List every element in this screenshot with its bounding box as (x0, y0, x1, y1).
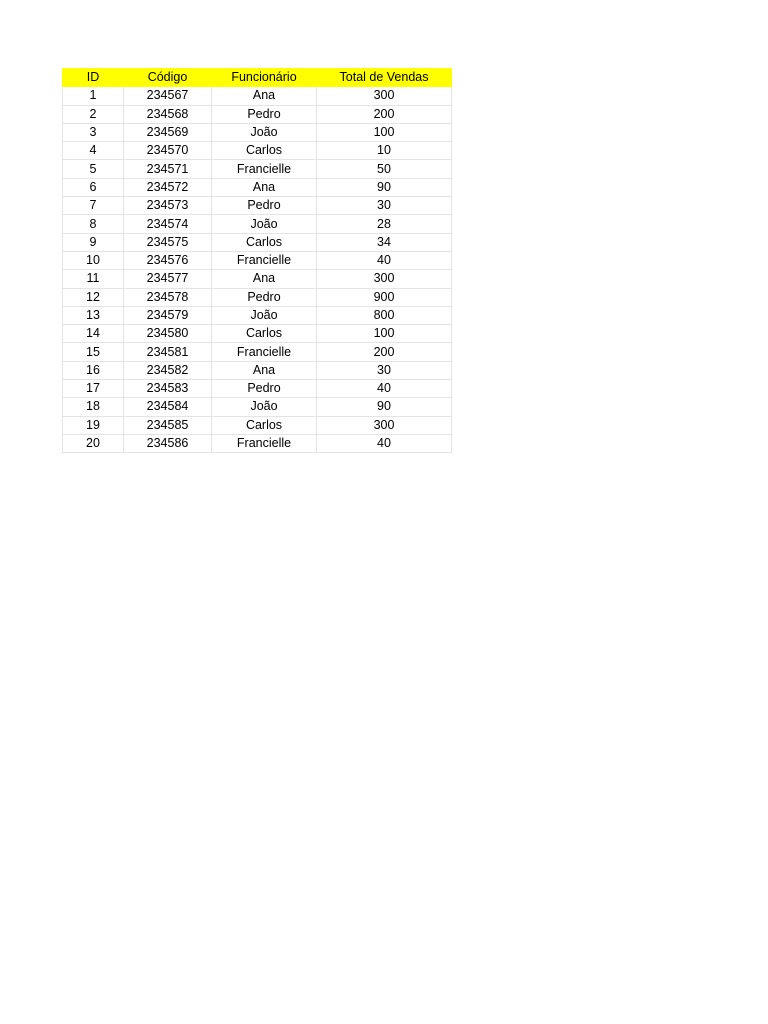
cell-employee: Pedro (212, 380, 317, 398)
cell-id: 1 (63, 87, 124, 105)
table-row (63, 343, 452, 361)
cell-employee: Carlos (212, 416, 317, 434)
cell-code: 234584 (124, 398, 212, 416)
cell-id: 11 (63, 270, 124, 288)
cell-employee: Ana (212, 178, 317, 196)
cell-employee: Francielle (212, 160, 317, 178)
cell-employee: João (212, 123, 317, 141)
cell-total-sales: 10 (317, 142, 452, 160)
cell-code: 234575 (124, 233, 212, 251)
cell-code: 234586 (124, 434, 212, 452)
cell-id: 20 (63, 434, 124, 452)
sales-table (62, 68, 452, 453)
cell-total-sales: 40 (317, 251, 452, 269)
table-row (63, 160, 452, 178)
table-row (63, 197, 452, 215)
cell-total-sales: 50 (317, 160, 452, 178)
cell-total-sales: 900 (317, 288, 452, 306)
cell-code: 234579 (124, 306, 212, 324)
cell-employee: João (212, 398, 317, 416)
cell-employee: Pedro (212, 105, 317, 123)
cell-code: 234572 (124, 178, 212, 196)
cell-employee: Pedro (212, 197, 317, 215)
cell-code: 234576 (124, 251, 212, 269)
header-row (63, 69, 452, 87)
cell-total-sales: 40 (317, 380, 452, 398)
cell-id: 6 (63, 178, 124, 196)
cell-id: 5 (63, 160, 124, 178)
cell-code: 234578 (124, 288, 212, 306)
table-row (63, 215, 452, 233)
cell-total-sales: 90 (317, 398, 452, 416)
cell-employee: João (212, 306, 317, 324)
cell-total-sales: 300 (317, 270, 452, 288)
table-row (63, 233, 452, 251)
cell-id: 14 (63, 325, 124, 343)
cell-id: 16 (63, 361, 124, 379)
cell-code: 234581 (124, 343, 212, 361)
cell-employee: Francielle (212, 434, 317, 452)
cell-id: 8 (63, 215, 124, 233)
cell-id: 3 (63, 123, 124, 141)
cell-employee: Carlos (212, 233, 317, 251)
cell-id: 9 (63, 233, 124, 251)
table-row (63, 361, 452, 379)
cell-code: 234567 (124, 87, 212, 105)
cell-total-sales: 800 (317, 306, 452, 324)
cell-id: 2 (63, 105, 124, 123)
table-row (63, 142, 452, 160)
cell-employee: Carlos (212, 325, 317, 343)
cell-code: 234580 (124, 325, 212, 343)
table-row (63, 270, 452, 288)
table-row (63, 87, 452, 105)
cell-code: 234582 (124, 361, 212, 379)
cell-code: 234571 (124, 160, 212, 178)
table-header (63, 69, 452, 87)
cell-code: 234574 (124, 215, 212, 233)
header-id: ID (63, 69, 124, 87)
table-row (63, 416, 452, 434)
cell-code: 234583 (124, 380, 212, 398)
cell-total-sales: 100 (317, 325, 452, 343)
cell-id: 4 (63, 142, 124, 160)
cell-employee: Ana (212, 270, 317, 288)
cell-total-sales: 30 (317, 197, 452, 215)
cell-code: 234570 (124, 142, 212, 160)
cell-total-sales: 40 (317, 434, 452, 452)
table-body (63, 87, 452, 453)
cell-employee: Ana (212, 361, 317, 379)
cell-id: 10 (63, 251, 124, 269)
cell-total-sales: 200 (317, 105, 452, 123)
cell-total-sales: 300 (317, 416, 452, 434)
cell-total-sales: 300 (317, 87, 452, 105)
table-row (63, 178, 452, 196)
cell-total-sales: 100 (317, 123, 452, 141)
cell-employee: Carlos (212, 142, 317, 160)
cell-employee: Pedro (212, 288, 317, 306)
cell-total-sales: 28 (317, 215, 452, 233)
table-row (63, 380, 452, 398)
cell-id: 12 (63, 288, 124, 306)
table-row (63, 105, 452, 123)
cell-employee: Francielle (212, 251, 317, 269)
table-row (63, 123, 452, 141)
cell-id: 18 (63, 398, 124, 416)
cell-code: 234585 (124, 416, 212, 434)
cell-id: 7 (63, 197, 124, 215)
cell-total-sales: 90 (317, 178, 452, 196)
table-row (63, 325, 452, 343)
table-row (63, 398, 452, 416)
cell-id: 13 (63, 306, 124, 324)
cell-id: 19 (63, 416, 124, 434)
cell-code: 234577 (124, 270, 212, 288)
cell-code: 234568 (124, 105, 212, 123)
cell-code: 234573 (124, 197, 212, 215)
table-row (63, 251, 452, 269)
cell-employee: Ana (212, 87, 317, 105)
table-row (63, 288, 452, 306)
cell-id: 17 (63, 380, 124, 398)
cell-code: 234569 (124, 123, 212, 141)
table-row (63, 306, 452, 324)
header-code: Código (124, 69, 212, 87)
header-total-sales: Total de Vendas (317, 69, 452, 87)
header-employee: Funcionário (212, 69, 317, 87)
cell-employee: João (212, 215, 317, 233)
cell-total-sales: 34 (317, 233, 452, 251)
table-row (63, 434, 452, 452)
cell-total-sales: 200 (317, 343, 452, 361)
cell-id: 15 (63, 343, 124, 361)
cell-employee: Francielle (212, 343, 317, 361)
cell-total-sales: 30 (317, 361, 452, 379)
